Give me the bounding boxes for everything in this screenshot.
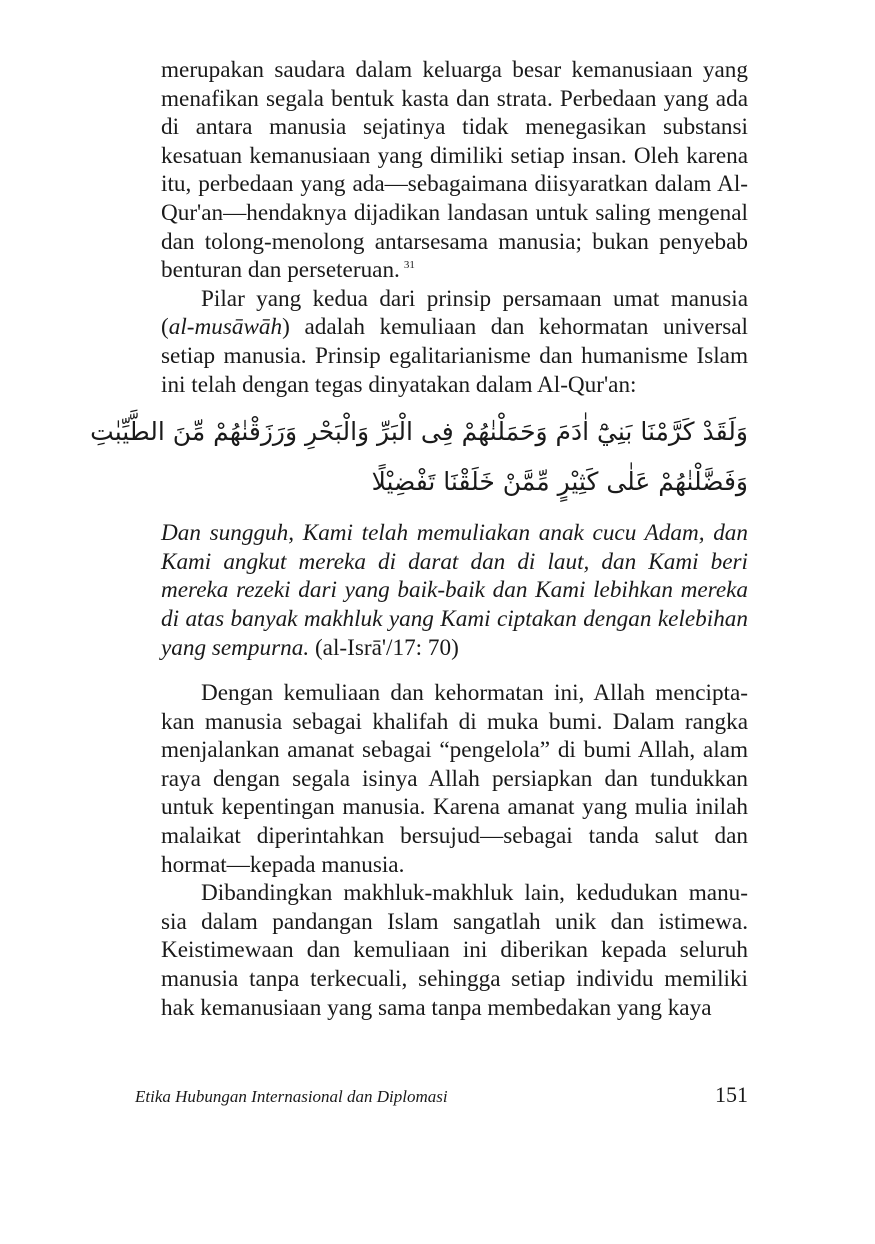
- paragraph-2: [161, 285, 748, 399]
- paragraph-2-text-before: Pilar yang kedua dari prinsip persamaan umat manusia (: [161, 285, 748, 341]
- quran-verse-arabic: [90, 407, 748, 507]
- arabic-line-1: وَلَقَدْ كَرَّمْنَا بَنِيْٓ اٰدَمَ وَحَمَلْنٰهُمْ فِى الْبَرِّ وَالْبَحْرِ وَرَزَقْنٰهُمْ مِّنَ الطَّيِّبٰتِ: [90, 417, 748, 447]
- paragraph-2-term: al-musāwāh: [168, 314, 283, 341]
- verse-translation-text: Dan sungguh, Kami telah memuliakan anak cucu Adam, dan Kami angkut mereka di darat dan di laut, dan Kami beri mereka rezeki dari yang baik-baik dan Kami lebihkan mereka di atas banyak makhluk yang Kami ciptakan dengan kelebihan yang sempurna.: [161, 520, 748, 661]
- page-footer: [135, 1082, 748, 1112]
- running-footer-title: Etika Hubungan Internasional dan Diplomasi: [135, 1087, 448, 1106]
- footnote-marker[interactable]: 31: [403, 259, 415, 272]
- paragraph-1: [161, 56, 748, 285]
- paragraph-2-text-after: ) adalah kemuliaan dan kehormatan universal setiap manusia. Prinsip egalitarianisme dan humanisme Islam ini telah dengan tegas dinyatakan dalam Al-Qur'an:: [161, 314, 748, 398]
- page-number: 151: [715, 1082, 748, 1107]
- arabic-line-2: وَفَضَّلْنٰهُمْ عَلٰى كَثِيْرٍ مِّمَّنْ خَلَقْنَا تَفْضِيْلًا: [371, 467, 748, 497]
- page-body: [90, 56, 748, 1022]
- verse-translation: [161, 519, 748, 662]
- paragraph-1-text: merupakan saudara dalam keluarga besar kemanusiaan yang menafikan segala bentuk kasta dan strata. Perbedaan yang ada di antara manusia sejatinya tidak menegasikan substansi kesatuan kemanusiaan yang dimiliki setiap insan. Oleh karena itu, perbedaan yang ada—sebagaimana diisyaratkan dalam Al-Qur'an—hendaknya dijadikan landasan untuk saling mengenal dan tolong-menolong antarsesama manusia; bukan penyebab benturan dan perseteruan.: [161, 57, 748, 284]
- paragraph-3: Dengan kemuliaan dan kehormatan ini, Allah mencipta-kan manusia sebagai khalifah di muka bumi. Dalam rangka menjalankan amanat sebagai “pengelola” di bumi Allah, alam raya dengan segala isinya Allah persiapkan dan tundukkan untuk kepentingan manusia. Karena amanat yang mulia inilah malaikat diperintahkan bersujud—sebagai tanda salut dan hormat—kepada manusia.: [161, 680, 748, 878]
- verse-reference: (al-Isrā'/17: 70): [314, 634, 459, 661]
- paragraph-4: Dibandingkan makhluk-makhluk lain, kedudukan manu-sia dalam pandangan Islam sangatlah unik dan istimewa. Keistimewaan dan kemuliaan ini diberikan kepada seluruh manusia tanpa terkecuali, sehingga setiap individu memiliki hak kemanusiaan yang sama tanpa membedakan yang kaya: [161, 880, 748, 1021]
